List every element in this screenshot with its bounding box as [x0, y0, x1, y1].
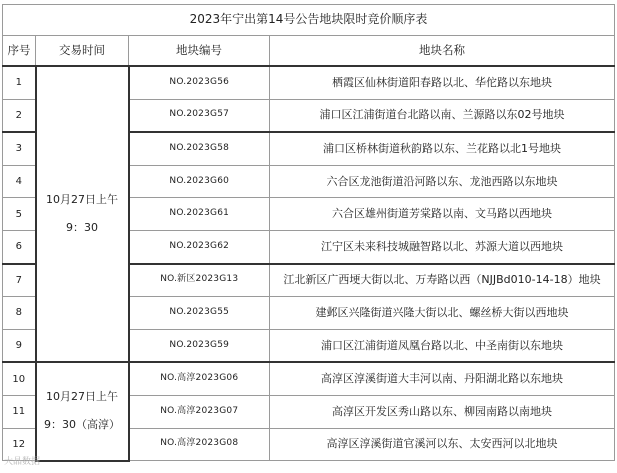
cell-serial: 11 [3, 395, 36, 428]
trade-time-date: 10月27日上午 [46, 390, 118, 404]
cell-plot-code: NO.2023G59 [129, 329, 270, 362]
cell-plot-name: 浦口区江浦街道台北路以南、兰源路以东02号地块 [270, 99, 615, 132]
cell-plot-code: NO.高淳2023G08 [129, 428, 270, 461]
cell-plot-name: 高淳区淳溪街道大丰河以南、丹阳湖北路以东地块 [270, 362, 615, 395]
cell-plot-name: 六合区龙池街道沿河路以东、龙池西路以东地块 [270, 165, 615, 198]
cell-plot-name: 浦口区江浦街道凤凰台路以北、中圣南街以东地块 [270, 329, 615, 362]
cell-plot-name: 栖霞区仙林街道阳春路以北、华佗路以东地块 [270, 66, 615, 99]
cell-trade-time [36, 362, 129, 460]
cell-serial: 5 [3, 198, 36, 231]
cell-serial: 8 [3, 297, 36, 330]
cell-trade-time [36, 66, 129, 362]
table-row [3, 362, 615, 395]
auction-order-table [2, 4, 615, 462]
cell-plot-name: 高淳区开发区秀山路以东、柳园南路以南地块 [270, 395, 615, 428]
cell-serial: 10 [3, 362, 36, 395]
cell-plot-code: NO.新区2023G13 [129, 264, 270, 297]
cell-serial: 12 [3, 428, 36, 461]
cell-plot-name: 建邺区兴隆街道兴隆大街以北、螺丝桥大街以西地块 [270, 297, 615, 330]
table-title: 2023年宁出第14号公告地块限时竞价顺序表 [3, 5, 615, 36]
cell-plot-name: 六合区雄州街道芳棠路以南、文马路以西地块 [270, 198, 615, 231]
cell-plot-code: NO.2023G55 [129, 297, 270, 330]
header-time: 交易时间 [36, 36, 129, 67]
cell-plot-name: 浦口区桥林街道秋韵路以东、兰花路以北1号地块 [270, 132, 615, 165]
cell-serial: 6 [3, 230, 36, 263]
cell-plot-code: NO.高淳2023G06 [129, 362, 270, 395]
cell-serial: 4 [3, 165, 36, 198]
trade-time-clock: 9：30（高淳） [44, 418, 120, 432]
header-serial: 序号 [3, 36, 36, 67]
cell-plot-code: NO.高淳2023G07 [129, 395, 270, 428]
table-title-row [3, 5, 615, 36]
trade-time-date: 10月27日上午 [46, 193, 118, 207]
cell-plot-code: NO.2023G58 [129, 132, 270, 165]
cell-serial: 3 [3, 132, 36, 165]
header-name: 地块名称 [270, 36, 615, 67]
cell-plot-code: NO.2023G60 [129, 165, 270, 198]
cell-plot-name: 江北新区广西埂大街以北、万寿路以西（NJJBd010-14-18）地块 [270, 264, 615, 297]
cell-serial: 7 [3, 264, 36, 297]
cell-serial: 9 [3, 329, 36, 362]
header-code: 地块编号 [129, 36, 270, 67]
cell-plot-code: NO.2023G62 [129, 230, 270, 263]
cell-serial: 2 [3, 99, 36, 132]
cell-plot-code: NO.2023G57 [129, 99, 270, 132]
cell-plot-code: NO.2023G61 [129, 198, 270, 231]
watermark: 大晶数据 [4, 457, 41, 467]
table-row [3, 66, 615, 99]
cell-plot-code: NO.2023G56 [129, 66, 270, 99]
cell-serial: 1 [3, 66, 36, 99]
header-row [3, 36, 615, 67]
cell-plot-name: 江宁区未来科技城融智路以北、苏源大道以西地块 [270, 230, 615, 263]
cell-plot-name: 高淳区淳溪街道官溪河以东、太安西河以北地块 [270, 428, 615, 461]
trade-time-clock: 9：30 [66, 221, 98, 235]
